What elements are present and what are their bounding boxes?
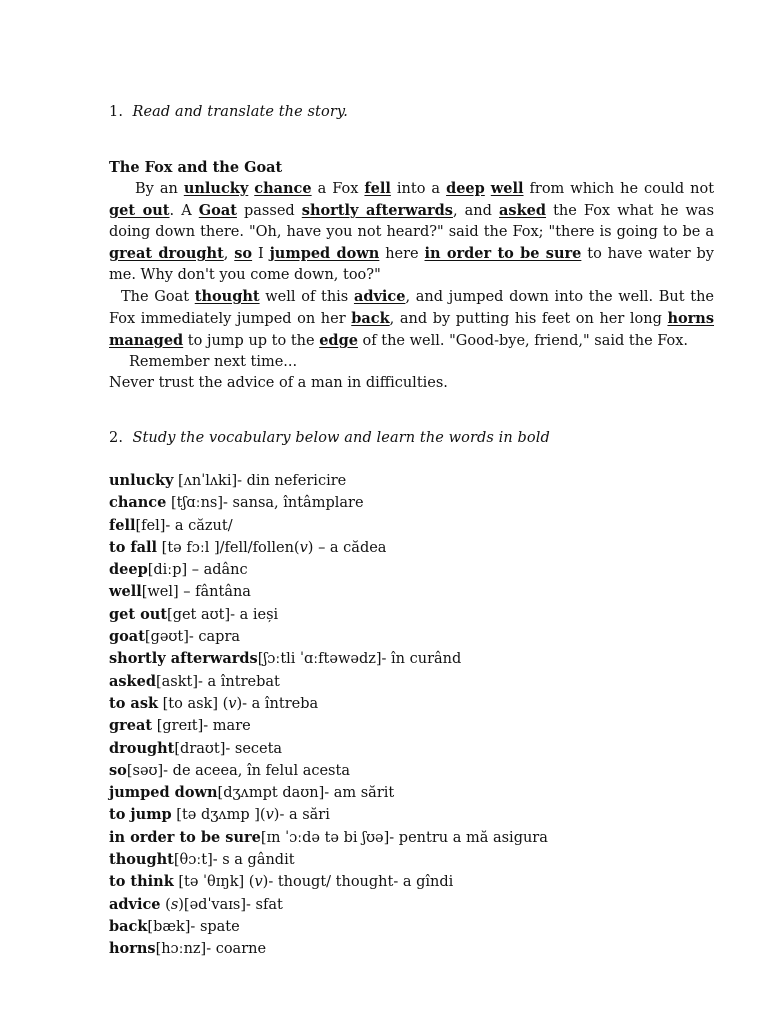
part-of-speech: v [254,874,263,891]
section-2-title: Study the vocabulary below and learn the words in bold [132,430,550,446]
vocab-definition: [wel] – fântâna [141,584,251,601]
vocab-term: thought [109,851,174,869]
section-2-number: 2. [109,430,124,446]
section-1-title: Read and translate the story. [132,104,348,120]
vocab-definition: [tə fɔːl ]/fell/follen( [157,539,300,556]
vocabulary-entry [109,738,729,760]
vocab-definition: [ʃɔːtli ˈɑːftəwədz]- în curând [257,651,462,668]
vocab-definition: [tʃɑːns]- sansa, întâmplare [166,495,364,512]
story-text: a Fox [311,181,365,197]
vocab-term: to think [109,873,174,891]
vocabulary-entry [109,648,729,670]
vocab-term: advice [109,895,161,913]
story-text: , and by putting his feet on her long [389,311,668,327]
vocabulary-entry [109,693,729,715]
part-of-speech: v [228,695,237,712]
story-text: from which he could not [523,181,715,197]
vocab-term: get out [109,605,168,623]
vocab-word-highlight: fell [364,180,391,197]
vocab-term: to ask [109,694,159,712]
vocabulary-entry [109,492,729,514]
vocab-word-highlight: well [490,180,524,197]
story-title: The Fox and the Goat [109,159,283,176]
vocabulary-entry [109,827,729,849]
story-text: into a [390,181,447,197]
vocab-word-highlight: chance [254,180,312,197]
vocab-term: chance [109,494,167,512]
story-text: The Goat [121,289,195,305]
vocabulary-entry [109,916,729,938]
vocab-word-highlight: unlucky [183,180,249,197]
vocab-word-highlight: get out [109,202,170,219]
vocabulary-entry [109,604,729,626]
vocab-term: to jump [109,806,172,824]
vocab-word-highlight: horns [667,310,715,327]
vocab-term: in order to be sure [109,828,261,846]
vocab-definition: )- thougt/ thought- a gîndi [262,874,454,891]
vocab-definition: [ɪn ˈɔːdə tə bi ʃʊə]- pentru a mă asigura [260,829,548,846]
vocab-definition: [to ask] ( [158,695,229,712]
story-text: , [223,246,235,262]
vocab-definition: [dʒʌmpt daʊn]- am sărit [217,785,395,802]
section-1-heading [109,104,348,120]
story-text: to jump up to the [183,333,320,349]
vocabulary-entry [109,760,729,782]
vocab-word-highlight: asked [499,202,547,219]
vocab-definition: ( [160,896,171,913]
vocabulary-entry [109,515,729,537]
vocab-term: great [109,717,153,735]
vocab-word-highlight: in order to be sure [424,245,582,262]
part-of-speech: v [299,539,308,556]
vocab-definition: [ʌnˈlʌki]- din nefericire [173,473,347,489]
vocab-term: back [109,917,148,935]
story-paragraphs [109,178,714,394]
vocabulary-entry [109,782,729,804]
story-paragraph [109,352,714,373]
vocab-term: deep [109,561,148,579]
vocab-definition: [askt]- a întrebat [155,673,280,690]
vocab-term: horns [109,940,156,958]
vocab-definition: [draʊt]- seceta [174,740,283,757]
vocabulary-entry [109,470,729,492]
vocab-definition: )- a întreba [236,695,319,712]
vocab-definition: [get aʊt]- a ieși [167,606,279,623]
vocab-definition: )- a sări [273,807,330,824]
vocab-word-highlight: thought [194,288,260,305]
vocab-term: unlucky [109,472,174,489]
story-text: Remember next time... [129,354,298,370]
vocab-definition: [gəʊt]- capra [144,629,241,646]
story-text: well of this [259,289,354,305]
vocab-term: jumped down [109,784,218,802]
vocab-term: fell [109,516,136,534]
story-block [109,157,714,394]
story-text: Never trust the advice of a man in difficulties. [109,375,448,391]
story-text: By an [135,181,184,197]
vocab-term: drought [109,739,175,757]
vocab-term: asked [109,672,156,690]
vocabulary-entry [109,581,729,603]
story-text: to have water by me. Why don't you come down, too?" [109,246,715,283]
vocab-definition: [səʊ]- de aceea, în felul acesta [126,762,350,779]
story-text: here [379,246,425,262]
section-1-number: 1. [109,104,124,120]
vocab-definition: )[ədˈvaɪs]- sfat [178,896,283,913]
story-text: of the well. "Good-bye, friend," said the Fox. [357,333,689,349]
vocab-word-highlight: Goat [198,202,237,219]
vocab-word-highlight: jumped down [269,245,380,262]
vocab-definition: [tə ˈθɪŋk] ( [173,874,255,891]
part-of-speech: s [170,896,179,913]
vocab-term: goat [109,628,145,646]
part-of-speech: v [265,807,274,824]
vocab-definition: ) – a cădea [307,539,387,556]
story-text: the Fox what he was doing down there. "Oh, have you not heard?" said the Fox; "there is going to be a [109,203,715,240]
vocab-definition: [bæk]- spate [147,918,240,935]
vocab-definition: [tə dʒʌmp ]( [171,807,266,824]
vocab-definition: [fel]- a căzut/ [135,517,233,534]
vocab-word-highlight: so [234,245,253,262]
vocabulary-entry [109,671,729,693]
story-paragraph [109,286,714,352]
vocabulary-entry [109,537,729,559]
vocab-word-highlight: edge [319,332,358,349]
vocab-word-highlight: deep [446,180,485,197]
story-text: , and [452,203,500,219]
vocabulary-list [109,470,729,961]
vocab-term: to fall [109,538,158,556]
vocab-definition: [greɪt]- mare [152,718,251,735]
story-text: I [252,246,270,262]
vocab-term: shortly afterwards [109,650,258,668]
vocabulary-entry [109,559,729,581]
vocabulary-entry [109,849,729,871]
vocab-term: well [109,583,142,601]
vocabulary-entry [109,626,729,648]
vocab-word-highlight: shortly afterwards [301,202,453,219]
vocabulary-entry [109,938,729,960]
story-text: , and jumped down into the well. But the Fox immediately jumped on her [109,289,715,327]
vocab-word-highlight: managed [109,332,184,349]
vocab-word-highlight: great drought [109,245,224,262]
vocabulary-entry [109,804,729,826]
vocabulary-entry [109,871,729,893]
story-paragraph [109,178,714,286]
section-2-heading [109,430,550,446]
vocab-definition: [θɔːt]- s a gândit [173,852,295,869]
story-text: passed [236,203,302,219]
vocab-word-highlight: advice [353,288,406,305]
vocab-term: so [109,761,127,779]
story-paragraph [109,373,714,394]
vocabulary-entry [109,715,729,737]
story-text: . A [169,203,199,219]
vocabulary-entry [109,894,729,916]
vocab-word-highlight: back [351,310,390,327]
vocab-definition: [diːp] – adânc [147,562,248,579]
vocab-definition: [hɔːnz]- coarne [155,941,267,958]
